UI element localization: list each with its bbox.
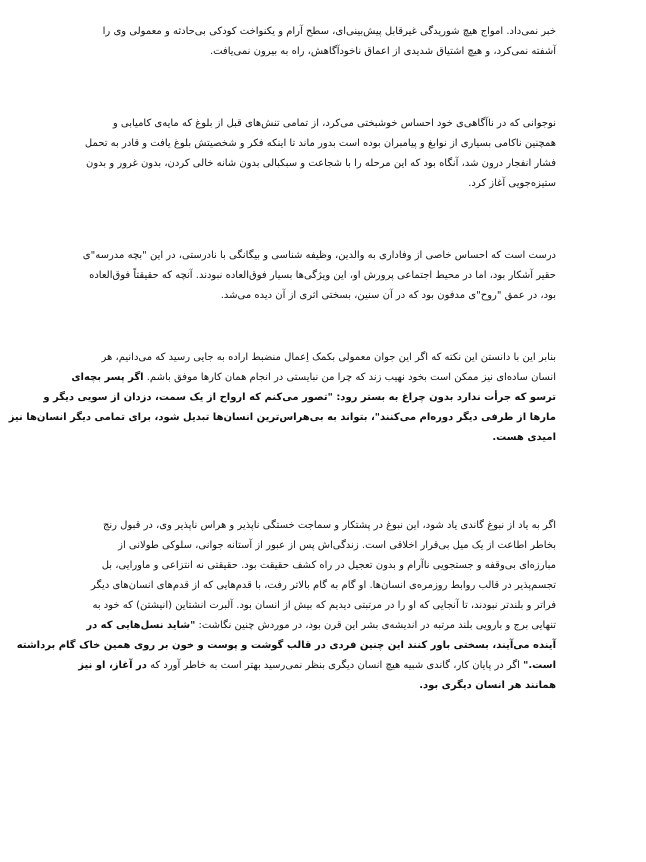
text-line bbox=[89, 266, 556, 286]
text-line bbox=[85, 154, 556, 174]
text-line bbox=[84, 134, 556, 154]
text-line bbox=[101, 348, 556, 368]
text-run: اگر در پایان کار، گاندی شبیه هیچ انسان دیگری بنظر نمی‌رسید بهتر است به خاطر آورد که bbox=[146, 660, 524, 671]
bold-text-run: "شاید نسل‌هایی که در bbox=[86, 620, 196, 631]
paragraph-3 bbox=[82, 246, 556, 306]
bold-text-run: ترسو که جرأت ندارد بدون چراغ به بستر رود: "تصور می‌کنم که ارواح از یک سمت، دزدان از سویی دیگر و bbox=[43, 392, 556, 403]
text-run: حقیر آشکار بود، اما در محیط اجتماعی پرورش او، این ویژگی‌ها بسیار فوق‌العاده نبودند. آنچه که حقیقتاً فوق‌العاده bbox=[89, 270, 556, 281]
bold-text-run: امیدی هست. bbox=[492, 432, 556, 443]
text-line bbox=[91, 576, 556, 596]
text-line bbox=[8, 408, 556, 428]
text-line bbox=[104, 516, 556, 536]
bold-text-run: در آغاز، او نیز bbox=[78, 660, 147, 671]
text-run: ستیزه‌جویی آغاز کرد. bbox=[468, 178, 556, 189]
text-run: نوجوانی که در ناآگاهی‌ی خود احساس خوشبختی می‌کرد، از تمامی تنش‌های قبل از بلوغ که مایه‌ی کامیابی و bbox=[112, 118, 556, 129]
text-run: تنهایی برج و بارویی بلند مرتبه در اندیشه‌ی بشر این قرن بود، در موردش چنین نگاشت: bbox=[195, 620, 556, 631]
text-line bbox=[104, 428, 556, 448]
text-line bbox=[104, 22, 556, 42]
text-line bbox=[104, 676, 556, 696]
bold-text-run: اگر پسر بچه‌ای bbox=[71, 372, 144, 383]
text-line bbox=[92, 596, 556, 616]
text-line bbox=[104, 536, 556, 556]
paragraph-2 bbox=[84, 114, 556, 194]
text-line bbox=[101, 556, 556, 576]
paragraph-5 bbox=[16, 516, 556, 696]
text-run: آشفته نمی‌کرد، و هیچ اشتیاق شدیدی از اعماق ناخودآگاهش، راه به بیرون نمی‌یافت. bbox=[209, 46, 556, 57]
text-run: انسان ساده‌ای نیز ممکن است بخود نهیب زند که چرا من نبایستی در انجام همان کارها موفق باشم. bbox=[143, 372, 556, 383]
text-line bbox=[104, 114, 556, 134]
text-run: بود، در عمق "روح"ی مدفون بود که در آن سنین، بسختی اثری از آن دیده می‌شد. bbox=[220, 290, 556, 301]
text-run: اگر به یاد از نبوغ گاندی یاد شود، این نبوغ در پشتکار و سماجت خستگی ناپذیر و هراس ناپذیر وی، در قبول رنج bbox=[102, 520, 556, 531]
text-run: همچنین ناکامی بسیاری از نوابغ و پیامبران بوده است بدور ماند تا اینکه فکر و شخصیتش بلوغ یافت و قادر به تحمل bbox=[84, 138, 556, 149]
paragraph-4 bbox=[8, 348, 556, 448]
text-run: بنابر این با دانستن این نکته که اگر این جوان معمولی بکمک اِعمال منضبط اراده به جایی رسید که می‌دانیم، هر bbox=[101, 352, 556, 363]
text-line bbox=[43, 388, 556, 408]
text-run: مبارزه‌ای بی‌وقفه و جستجویی ناآرام و بدون تعجیل در راه کشف حقیقت بود. حقیقتی نه انتزاعی و ماورایی، بل bbox=[101, 560, 556, 571]
text-run: درست است که احساس خاصی از وفاداری به والدین، وظیفه شناسی و بیگانگی با نادرستی، در این "بچه مدرسه"ی bbox=[82, 250, 556, 261]
bold-text-run: مارها از طرفی دیگر دوره‌ام می‌کنند"، بتواند به بی‌هراس‌ترین انسان‌ها تبدیل شود، برای تمامی دیگر انسان‌ها نیز bbox=[8, 412, 556, 423]
text-run: بخاطر اطاعت از یک میل بی‌قرار اخلاقی است. زندگی‌اش پس از عبور از آستانه جوانی، سلوکی طولانی از bbox=[118, 540, 556, 551]
text-run: فشار انفجار درون شد، آنگاه بود که این مرحله را با شجاعت و سبکبالی بدون شانه خالی کردن، بدون غرور و بدون bbox=[85, 158, 556, 169]
text-line bbox=[82, 246, 556, 266]
text-line bbox=[104, 42, 556, 62]
text-line bbox=[71, 368, 556, 388]
text-run: خبر نمی‌داد. امواج هیچ شوریدگی غیرقابل پیش‌بینی‌ای، سطح آرام و یکنواخت کودکی بی‌حادثه و معمولی وی را bbox=[102, 26, 556, 37]
text-line bbox=[16, 636, 556, 656]
bold-text-run: آینده می‌آیند، بسختی باور کنند این چنین فردی در قالب گوشت و پوست و خون بر روی همین خاک گام برداشته bbox=[16, 640, 556, 651]
paragraph-1 bbox=[104, 22, 556, 62]
text-line bbox=[104, 286, 556, 306]
text-run: تجسم‌پذیر در قالب روابط روزمره‌ی انسان‌ها. او گام به گام بالاتر رفت، با قدم‌هایی که از قدم‌های انسان‌های دیگر bbox=[91, 580, 556, 591]
text-line bbox=[86, 616, 556, 636]
text-line bbox=[104, 174, 556, 194]
bold-text-run: همانند هر انسان دیگری بود. bbox=[419, 680, 556, 691]
text-run: فراتر و بلندتر نبودند، تا آنجایی که او را در مرتبتی دیدیم که بیش از انسان بود. آلبرت انشتاین (انیشتن) که خود به bbox=[92, 600, 556, 611]
bold-text-run: است." bbox=[523, 660, 556, 671]
text-line bbox=[78, 656, 556, 676]
